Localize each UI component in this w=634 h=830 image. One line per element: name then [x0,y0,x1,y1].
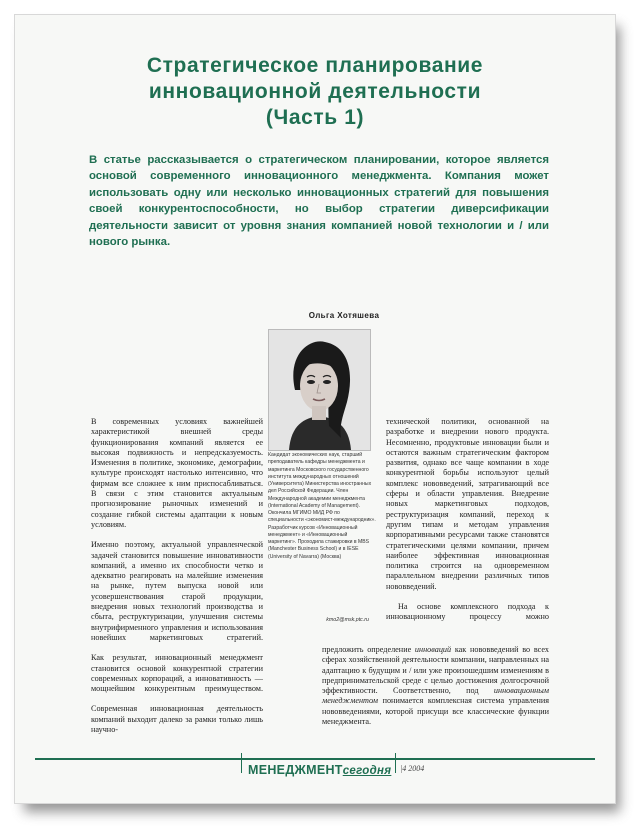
bottom-paragraph-1 [322,645,549,727]
author-email: kmo2@msk.ptc.ru [326,617,369,623]
emphasis-innovation-management: инновационным менеджментом [322,686,549,706]
footer-rule-right [395,753,396,773]
bottom-text-a: предложить определение [322,645,415,654]
right-paragraph-2: На основе комплексного подхода к инновационному процессу можно [386,602,549,622]
left-paragraph-2: Именно поэтому, актуальной управленческой задачей становится повышение инновативности компаний, а именно их способности четко и адекватно реагировать на малейшие изменения на рынке, путем выпуска новой или усовершенствования старой продукции, внедрения новых технологий производства и сбыта, реструктуризации, улучшения системы внутрифирменного управления и использования новейших маркетинговых стратегий. [91,540,263,642]
column-left [91,417,263,745]
title-line-2: инновационной деятельности [148,80,482,103]
right-paragraph-1: технической политики, основанной на разработке и внедрении нового продукта. Несомненно, продуктовые инновации были и остаются важным стратегическим фактором развития, однако все чаще компании в ходе конкурентной борьбы используют целый комплекс нововведений, затрагивающий все сферы и области управления. Внедрение новых маркетинговых подходов, реструктуризация компаний, переход к другим типам и методам управления корпоративными ресурсами также становятся стратегическими целями компании, причем наиболее эффективная инновационная политика строится на одновременном параллельном внедрении различных типов нововведений. [386,417,549,591]
author-bio: Кандидат экономических наук, старший преподаватель кафедры менеджмента и маркетинга Московского государственного института международных отношений (Университета) Министерства иностранных дел Российской Федерации. Член Международной академии менеджмента (International Academy of Management). Окончила МГИМО МИД РФ по специальности «экономист-международник». Разработчик курсов «Инновационный менеджмент» и «Инновационный маркетинг». Проходила стажировки в MBS (Manchester Business School) и в IESE (University of Navarra) (Москва) [268,452,376,560]
footer-divider [35,758,595,760]
magazine-logo [248,763,391,777]
title-line-1: Стратегическое планирование [146,54,484,77]
author-name: Ольга Хотяшева [308,311,380,320]
author-photo [268,329,371,451]
magazine-page [14,14,616,804]
footer-rule-left [241,753,242,773]
column-bottom [322,645,549,737]
bottom-text-c: понимается комплексная система управления нововведениями, которой присущи все классические функции менеджмента. [322,696,549,727]
left-paragraph-1: В современных условиях важнейшей характеристикой внешней среды функционирования компаний является ее высокая подвижность и непредсказуемость. Изменения в политике, экономике, демографии, культуре происходят настолько интенсивно, что фирмам все сложнее к ним приспосабливаться. В связи с этим становится актуальным прогнозирование рыночных изменений и создание гибкой системы адаптации к новым условиям. [91,417,263,529]
bottom-text-b: как нововведений во всех сферах хозяйственной деятельности компании, направленных на адаптацию к будущим и / или уже произошедшим изменениям в предпринимательской среде с целью достижения долгосрочной эффективности. Соответственно, под [322,645,549,696]
article-title [15,53,615,131]
portrait-photo-icon [269,330,370,450]
column-right [386,417,549,633]
title-line-3: (Часть 1) [265,106,365,129]
left-paragraph-3: Как результат, инновационный менеджмент становится основой конкурентной стратегии современных корпораций, а инновативность — мощнейшим конкурентным преимуществом. [91,653,263,694]
emphasis-innovations: инноваций [414,645,452,654]
logo-sub: сегодня [342,765,392,777]
logo-main: МЕНЕДЖМЕНТ [248,763,343,777]
issue-number: |4 2004 [400,764,425,773]
left-paragraph-4: Современная инновационная деятельность компаний выходит далеко за рамки только лишь научно- [91,704,263,735]
article-lead: В статье рассказывается о стратегическом планировании, которое является основой современного инновационного менеджмента. Компания может использовать одну или несколько инновационных стратегий для повышения своей конкурентоспособности, но выбор стратегии диверсификации деятельности зависит от уровня знания компанией новой технологии и / или нового рынка. [89,154,549,249]
